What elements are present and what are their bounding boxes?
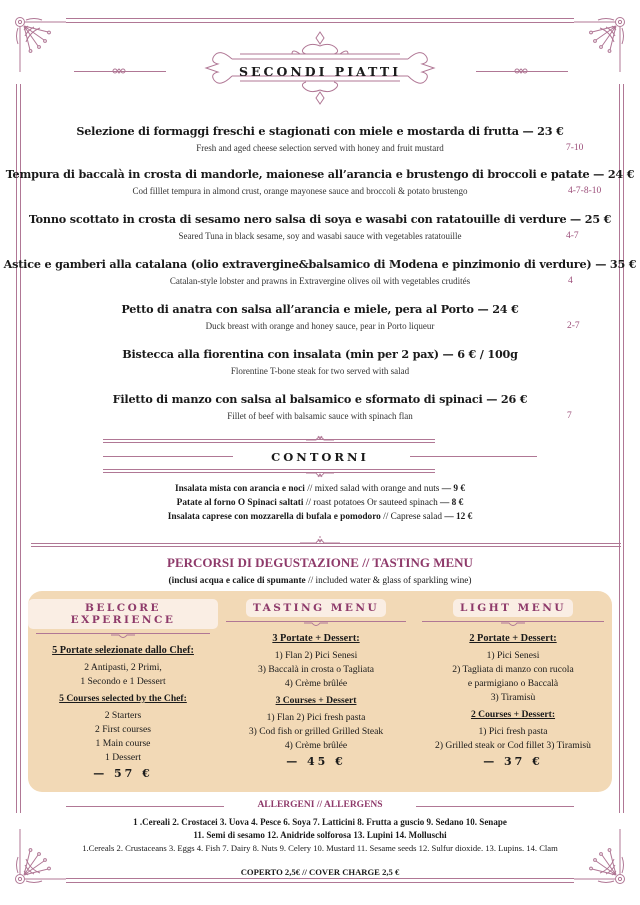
dish-name: Petto di anatra con salsa all’arancia e miele, pera al Porto — 24 € <box>121 302 519 316</box>
contorni-item-price: — 8 € <box>437 498 464 508</box>
menu-line: 2 Starters <box>104 710 142 721</box>
menu-line: 4) Crème brûlée <box>284 740 348 751</box>
allergens-it-line: 11. Semi di sesamo 12. Anidride solforosa 13. Lupini 14. Molluschi <box>193 830 447 840</box>
menu-badge: TASTING MENU <box>246 599 386 617</box>
contorni-item-it: Patate al forno O Spinaci saltati <box>176 498 304 508</box>
tasting-menu-belcore <box>28 591 218 792</box>
allergens-english: 1.Cereals 2. Crustaceans 3. Eggs 4. Fish 7. Dairy 8. Nuts 9. Celery 10. Mustard 11. Sesame seeds 12. Sulfur dioxide. 13. Lupins. 14. Clam <box>82 843 558 853</box>
dish-allergens: 7-10 <box>566 143 584 153</box>
menu-line: 1) Pici Senesi <box>486 650 540 661</box>
dish-item <box>0 302 640 331</box>
menu-line: 1 Main course <box>95 738 151 749</box>
menu-line: 1) Flan 2) Pici fresh pasta <box>266 712 366 723</box>
dish-item <box>0 212 640 241</box>
menu-line: e parmigiano o Baccalà <box>467 678 559 689</box>
tasting-menu-panel <box>28 591 612 792</box>
frame-bottom-border <box>66 878 574 883</box>
contorni-item <box>0 482 640 496</box>
menu-heading-it: 5 Portate selezionate dallo Chef: <box>52 645 194 656</box>
menu-line: 3) Baccalà in crosta o Tagliata <box>257 664 375 675</box>
menu-heading-en: 2 Courses + Dessert: <box>470 709 556 720</box>
menu-line: 1) Pici fresh pasta <box>478 726 548 737</box>
dish-item <box>0 124 640 153</box>
allergens-it-line: 1 .Cereali 2. Crostacei 3. Uova 4. Pesce 6. Soya 7. Latticini 8. Frutta a guscio 9. Sedano 10. Senape <box>133 817 507 827</box>
frame-top-border <box>66 18 574 23</box>
section-title-contorni: CONTORNI <box>271 450 369 464</box>
dish-allergens: 7 <box>567 411 572 421</box>
dish-description: Cod filllet tempura in almond crust, orange mayonese sauce and broccoli & potato brustengo <box>132 186 468 196</box>
contorni-item-sep: // <box>380 512 391 522</box>
dish-description: Florentine T-bone steak for two served with salad <box>230 366 410 376</box>
dish-description: Duck breast with orange and honey sauce, pear in Porto liqueur <box>205 321 435 331</box>
menu-heading-en: 3 Courses + Dessert <box>275 695 357 706</box>
dish-description: Seared Tuna in black sesame, soy and wasabi sauce with vegetables ratatouille <box>178 231 462 241</box>
tasting-subtitle-it: (inclusi acqua e calice di spumante <box>168 576 306 586</box>
contorni-list <box>0 482 640 524</box>
dish-name: Selezione di formaggi freschi e stagionati con miele e mostarda di frutta — 23 € <box>76 124 564 138</box>
menu-heading-en: 5 Courses selected by the Chef: <box>59 693 187 704</box>
tasting-subtitle <box>0 576 640 586</box>
contorni-item-en: roast potatoes Or sauteed spinach <box>313 498 438 508</box>
dish-item <box>0 257 640 286</box>
contorni-item-sep: // <box>303 498 314 508</box>
title-side-line <box>476 71 568 72</box>
contorni-item-it: Insalata caprese con mozzarella di bufala e pomodoro <box>167 512 381 522</box>
menu-line: 2) Tagliata di manzo con rucola <box>452 664 574 675</box>
contorni-item <box>0 496 640 510</box>
dish-name: Tonno scottato in crosta di sesamo nero salsa di soya e wasabi con ratatouille di verdure — 25 € <box>28 212 612 226</box>
menu-heading-it: 2 Portate + Dessert: <box>469 633 557 644</box>
dish-allergens: 4-7 <box>566 231 579 241</box>
section-title-secondi: SECONDI PIATTI <box>238 64 402 79</box>
cover-charge: COPERTO 2,5€ // COVER CHARGE 2,5 € <box>240 867 400 877</box>
dish-allergens: 4 <box>568 276 573 286</box>
tasting-subtitle-en: // included water & glass of sparkling wine) <box>305 576 472 586</box>
menu-divider <box>422 619 604 629</box>
dish-item <box>0 347 640 376</box>
menu-line: 2 First courses <box>95 724 151 735</box>
dish-allergens: 4-7-8-10 <box>568 186 602 196</box>
dish-name: Bistecca alla fiorentina con insalata (min per 2 pax) — 6 € / 100g <box>122 347 518 361</box>
dish-description: Fillet of beef with balsamic sauce with spinach flan <box>227 411 413 421</box>
secondi-header <box>0 30 640 106</box>
divider-ornament-icon <box>302 432 338 442</box>
tasting-menu-light <box>414 591 612 792</box>
allergen-side-line <box>416 806 574 807</box>
contorni-item-en: mixed salad with orange and nuts <box>314 484 440 494</box>
contorni-side-line <box>410 456 537 457</box>
menu-line: 4) Crème brûlée <box>284 678 348 689</box>
dish-name: Astice e gamberi alla catalana (olio extravergine&balsamico di Modena e pinzimonio di verdure) — 35 € <box>3 257 637 271</box>
menu-divider <box>226 619 406 629</box>
menu-line: 3) Tiramisù <box>490 692 536 703</box>
contorni-item-sep: // <box>304 484 315 494</box>
divider-line <box>103 439 435 443</box>
contorni-item <box>0 510 640 524</box>
dish-name: Tempura di baccalà in crosta di mandorle, maionese all’arancia e brustengo di broccoli e patate — 24 € <box>5 167 635 181</box>
menu-heading-it: 3 Portate + Dessert: <box>272 633 360 644</box>
dish-item <box>0 392 640 421</box>
contorni-item-price: — 12 € <box>442 512 473 522</box>
contorni-item-en: Caprese salad <box>390 512 443 522</box>
allergens-italian <box>0 816 640 842</box>
dish-name: Filetto di manzo con salsa al balsamico e sformato di spinaci — 26 € <box>112 392 528 406</box>
menu-line: 1 Secondo e 1 Dessert <box>80 676 166 687</box>
menu-line: 2 Antipasti, 2 Primi, <box>84 662 162 673</box>
contorni-item-price: — 9 € <box>439 484 466 494</box>
menu-line: 3) Cod fish or grilled Grilled Steak <box>248 726 384 737</box>
dish-allergens: 2-7 <box>567 321 580 331</box>
tasting-menu-tasting <box>218 591 414 792</box>
dish-description: Catalan-style lobster and prawns in Extravergine olives oil with vegetables crudités <box>169 276 471 286</box>
tasting-title: PERCORSI DI DEGUSTAZIONE // TASTING MENU <box>167 555 473 570</box>
divider-line <box>31 543 621 547</box>
contorni-item-it: Insalata mista con arancia e noci <box>174 484 305 494</box>
divider-line <box>103 469 435 473</box>
menu-line: 1) Flan 2) Pici Senesi <box>274 650 358 661</box>
menu-line: 1 Dessert <box>105 752 141 763</box>
menu-price: — 37 € <box>483 755 543 768</box>
menu-badge: BELCORE EXPERIENCE <box>28 599 218 629</box>
menu-badge: LIGHT MENU <box>453 599 573 617</box>
menu-line: 2) Grilled steak or Cod fillet 3) Tiramisù <box>435 740 591 751</box>
dish-description: Fresh and aged cheese selection served with honey and fruit mustard <box>196 143 444 153</box>
menu-price: — 45 € <box>286 755 346 768</box>
menu-divider <box>36 631 210 641</box>
dish-item <box>0 167 640 196</box>
menu-price: — 57 € <box>93 767 153 780</box>
allergens-title: ALLERGENI // ALLERGENS <box>257 800 383 810</box>
divider-ornament-icon <box>302 471 338 481</box>
